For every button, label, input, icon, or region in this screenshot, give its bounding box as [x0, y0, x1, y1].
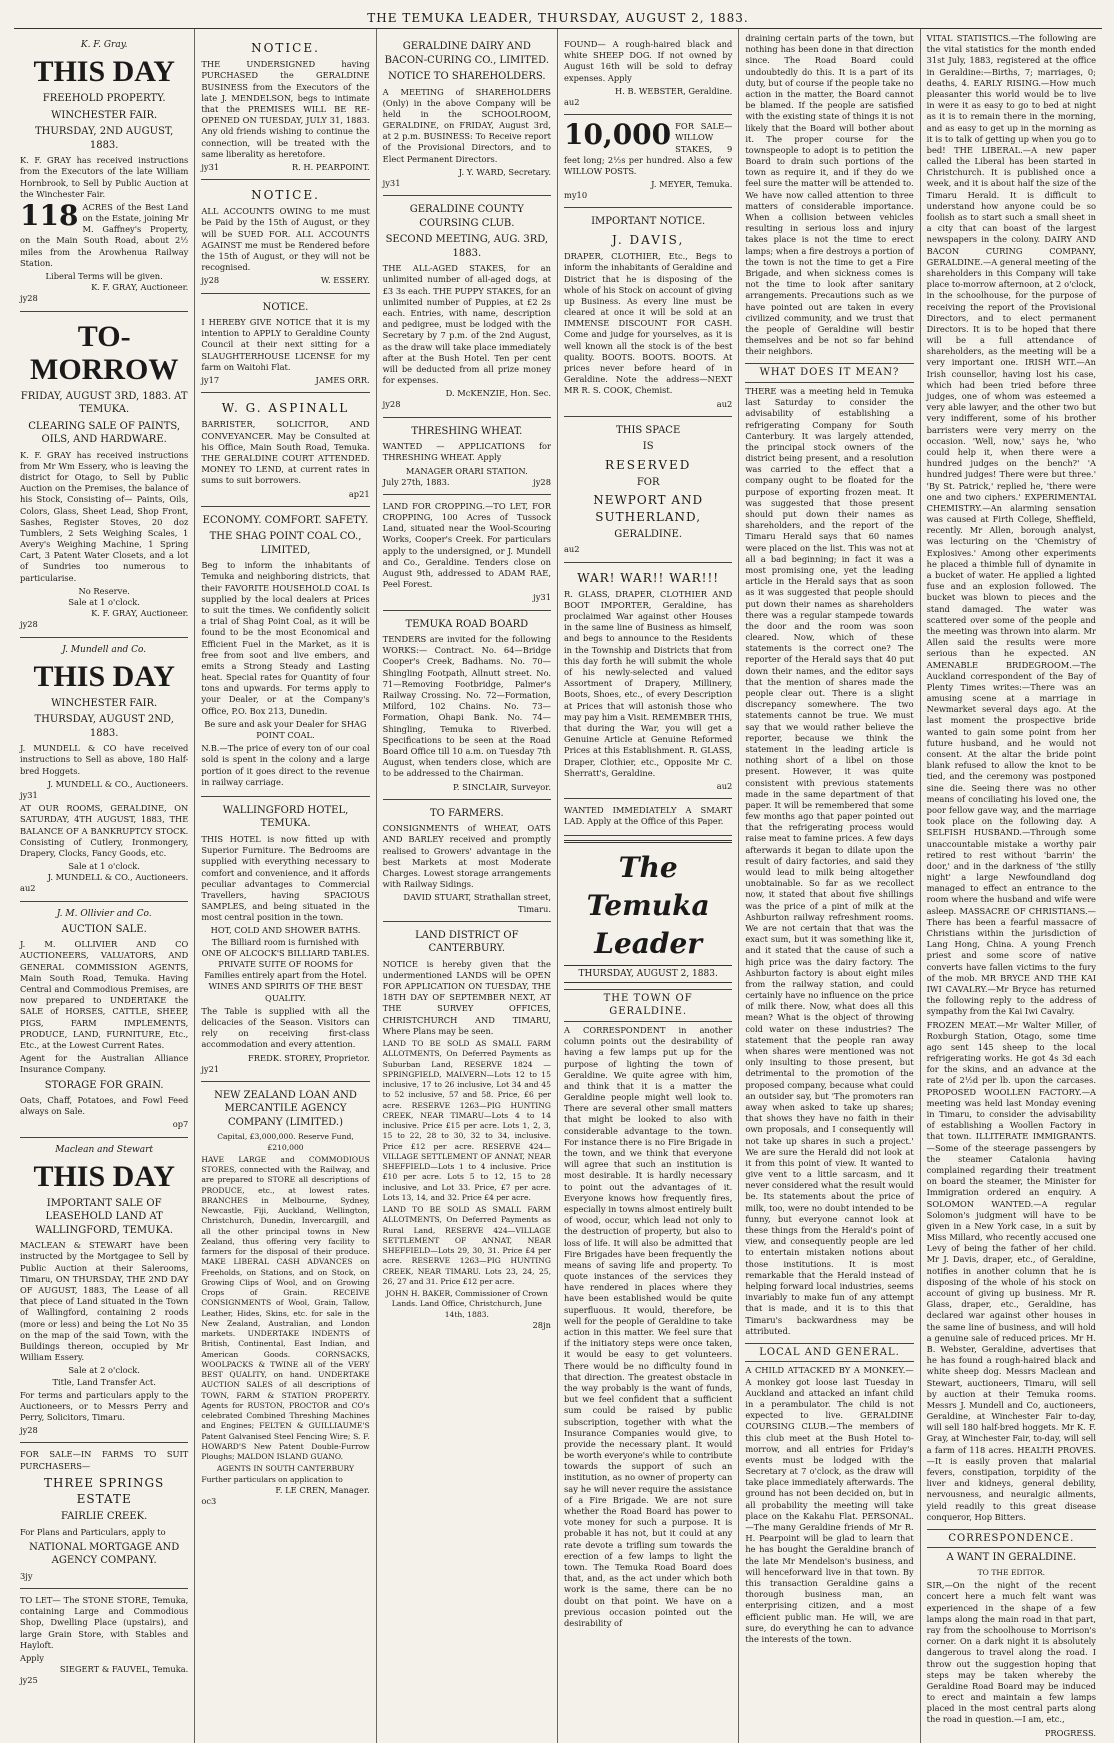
- ad-body: FOR SALE— WILLOW STAKES, 9 feet long; 2½s per hundred. Also a few WILLOW POSTS.: [563, 121, 733, 176]
- ad-body: ACRES of the Best Land on the Estate, joining Mr M. Gaffney's Property, on the Main South Road, about 2½ miles from the Arowhenua Railway Station.: [20, 201, 189, 268]
- reserved-line: IS: [642, 441, 654, 453]
- ad-subheading: WINCHESTER FAIR.: [51, 697, 158, 709]
- ad-ref: au2: [716, 398, 733, 409]
- auctioneer-name: Maclean and Stewart: [55, 1144, 154, 1155]
- column-3: [377, 29, 558, 1743]
- ad-ref: 3jy: [20, 1570, 33, 1581]
- letter-title: A WANT IN GERALDINE.: [946, 1552, 1077, 1564]
- ad-company: NATIONAL MORTGAGE AND AGENCY COMPANY.: [29, 1541, 180, 1567]
- ad-signature: H. B. WEBSTER, Geraldine.: [615, 85, 733, 96]
- ad-subheading: STORAGE FOR GRAIN.: [44, 1079, 164, 1091]
- ad-body: WANTED IMMEDIATELY A SMART LAD. Apply at the Office of this Paper.: [563, 805, 733, 827]
- acres-number: 118: [20, 198, 79, 232]
- reserved-line: RESERVED: [604, 457, 692, 472]
- ad-body: J. MUNDELL & CO have received instructions to Sell as above, 180 Half-bred Hoggets.: [20, 743, 189, 776]
- article-title: CORRESPONDENCE.: [927, 1529, 1096, 1549]
- ad-subheading: FREEHOLD PROPERTY.: [42, 93, 166, 105]
- ad-ref: jy28: [201, 275, 220, 286]
- ad-body: N.B.—The price of every ton of our coal sold is spent in the colony and a large portion of it goes direct to the revenue in railway carriage.: [201, 743, 370, 787]
- ad-ref: jy28: [20, 1425, 38, 1436]
- ad-signature: JAMES ORR.: [315, 375, 370, 385]
- ad-body: HAVE LARGE and COMMODIOUS STORES, connected with the Railway, and are prepared to STORE all descriptions of PRODUCE, etc., at lowest rates. BRANCHES in Melbourne, Sydney, Newcastle, Fiji, Auckland, Wellington, Christchurch, Dunedin, Invercargill, and all the other principal towns in New Zealand, thus offering very facility to farmers for the disposal of their produce. MAKE LIBERAL CASH ADVANCES on Freeholds, on Stations, and on Stock, on Growing Clips of Wool, and on Growing Crops of Grain. RECEIVE CONSIGNMENTS of Wool, Grain, Tallow, Leather, Hides, Skins, etc. for sale in the New Zealand, Australian, and London markets. UNDERTAKE INDENTS of British, Continental, East Indian, and American Goods. CORNSACKS, WOOLPACKS & TWINE all of the VERY BEST QUALITY, on hand. UNDERTAKE AUCTION SALES of all descriptions of TOWN, FARM & STATION PROPERTY. Agents for RUSTON, PROCTOR and CO's celebrated Combined Threshing Machines and Engines; FELTEN & GUILLIAUME'S Patent Galvanised Steel Fencing Wire; S. F. HOWARD'S New Patent Double-Furrow Ploughs; MALDON ISLAND GUANO.: [201, 1154, 370, 1462]
- ad-ref: jy25: [20, 1675, 38, 1686]
- ad-capital: Capital, £3,000,000. Reserve Fund, £210,000: [217, 1132, 354, 1152]
- ad-signature: J. MUNDELL & CO., Auctioneers.: [47, 778, 189, 789]
- ad-reserved-space: [564, 417, 732, 563]
- ad-signature: R. H. PEARPOINT.: [291, 161, 370, 172]
- ad-signature: K. F. GRAY, Auctioneer.: [91, 608, 189, 619]
- ad-date: FRIDAY, AUGUST 3RD, 1883. AT TEMUKA.: [20, 390, 188, 416]
- article-body: draining certain parts of the town, but nothing has been done in that direction since. The Road Board could undoubtedly do this. It is a part of its duty, but of course if the people take no action in the matter, the Board cannot be blamed. If the people are satisfied with the existing state of things it is not likely that the Board will bother about it. The proper course for the townspeople to adopt is to petition the Board to drain such portions of the town as require it, and if they do we feel sure the matter will be attended to. We have now called attention to three matters of considerable importance. When a collision between vehicles resulting in serious loss and injury takes place is not the time to erect lamps; when a fire destroys a portion of the town is not the time to get a Fire Brigade, and when sickness comes is not the time to look after sanitary arrangements. Precautions such as we have pointed out are taken in every civilized community, and we trust that the people of Geraldine will bestir themselves and be not so far behind their neighbors.: [745, 33, 914, 357]
- article-body: THERE was a meeting held in Temuka last Saturday to consider the advisability of establishing a refrigerating Company for South Canterbury. It was largely attended, the principal stock owners of the district being present, and a resolution was carried to the effect that a company ought to be floated for the purpose of exporting frozen meat. It was suggested that those present should put down their names as shareholders, and the report of the Timaru Herald says that 60 names were placed on the list. This was not at all a bad beginning; in fact it was a most promising one, yet the leading article in the Herald says that as soon as it was suggested that people should put down their names as shareholders there was a regular stampede towards the door and the room was soon cleared. Now, which of these statements is the correct one? The reporter of the Herald says that 40 put down their names, and the editor says that the mention of shares made the people clear out. There is a slight discrepancy somewhere. The two statements cannot be true. We must say that we would rather believe the reporter, because we think the statement in the leading article is nothing short of a libel on those present. However, it was quite consistent with previous statements made in the same department of that paper. It will be remembered that some few months ago that paper pointed out that the refrigerating process would raise meat to famine prices. A few days afterwards it began to dilate upon the result of dairy factories, and said they would lead to milk being altogether unobtainable. So far as we recollect now, it stated that about five shillings was the price of a pint of milk at the Ashburton railway refreshment rooms. We are not certain that that was the exact sum, but it was something like it, and it stated that the cause of such a high price was the dairy factory. The Ashburton factory is about eight miles from the railway station, and could certainly have no influence on the price of milk there. Now, what does all this mean? What is the object of throwing cold water on these industries? The statement that the people ran away when shares were mentioned was not only insulting to those present, but detrimental to the promotion of the proposed company, because what could an outsider say, but 'The promoters ran away when asked to take up shares; that shows they have no faith in their own proposals, and I consequently will not take up shares in such a project.' We are sure the Herald did not look at it from this point of view. It wanted to give vent to a little sarcasm, and it never considered what the result would be. Its statements about the price of milk, too, were no doubt intended to be funny, but everyone cannot look at these things from the Herald's point of view, and consequently people are led to entertain mistaken notions about those institutions. It is most remarkable that the Herald instead of helping forward local industries, seems invariably to make fun of any attempt that is made, and it is to this that Timaru's backwardness may be attributed.: [745, 385, 914, 1336]
- ad-signature: DAVID STUART, Strathallan street, Timaru.: [403, 892, 551, 914]
- column-1: [14, 29, 195, 1743]
- ad-body: THE ALL-AGED STAKES, for an unlimited number of all-aged dogs, at £3 3s each. THE PUPPY STAKES, for an unlimited number of Puppies, at £2 2s each. Entries, with name, description and pedigree, must be lodged with the Secretary by 7 p.m. of the 2nd August, as the draw will take place immediately after at the Bush Hotel. Ten per cent will be deducted from all prize money for expenses.: [382, 263, 551, 386]
- ad-title-deed: Title, Land Transfer Act.: [52, 1376, 156, 1387]
- columns: [14, 28, 1102, 1738]
- auctioneer-name: J. Mundell and Co.: [62, 644, 147, 655]
- ad-headline: NOTICE.: [251, 41, 320, 55]
- ad-body: For terms and particulars apply to the Auctioneers, or to Messrs Perry and Perry, Solicitors, Timaru.: [20, 1389, 189, 1423]
- ad-ref: jy31: [20, 789, 38, 800]
- ad-name: J. DAVIS,: [612, 232, 685, 247]
- ad-headline: W. G. ASPINALL: [221, 401, 350, 416]
- ad-headline: IMPORTANT NOTICE.: [591, 216, 706, 228]
- ad-body: LAND FOR CROPPING.—TO LET, FOR CROPPING, 100 Acres of Tussock Land, situated near the Wool-Scouring Works, Cooper's Creek. For particulars apply to the undersigned, or J. Mundell and Co., Geraldine. Tenders close on August 9th, addressed to ADAM RAE, Peel Forest.: [382, 500, 551, 590]
- ad-date: July 27th, 1883.: [382, 476, 450, 487]
- ad-dairy-company: [383, 33, 551, 196]
- ad-body: WINES AND SPIRITS OF THE BEST QUALITY.: [208, 981, 363, 1003]
- ad-body: THIS HOTEL is now fitted up with Superior Furniture. The Bedrooms are supplied with everything necessary to comfort and convenience, and it affords peculiar advantages to Commercial Travellers, having SPACIOUS SAMPLES, and being situated in the most central position in the town.: [201, 833, 370, 923]
- ad-headline: NOTICE.: [251, 188, 320, 203]
- ad-gray-tomorrow: [20, 312, 188, 638]
- ad-davis: [564, 208, 732, 416]
- ad-body: AT OUR ROOMS, GERALDINE, ON SATURDAY, 4TH AUGUST, 1883, THE BALANCE OF A BANKRUPTCY STOCK. Consisting of Cutlery, Ironmongery, Drapery, Clocks, Fancy Goods, etc.: [20, 803, 189, 858]
- ad-body: R. GLASS, DRAPER, CLOTHIER AND BOOT IMPORTER, Geraldine, has proclaimed War against other Houses in the same line of Business as himself, and begs to announce to the Residents in the Township and Districts that from this day forth he will submit the whole of his newly-selected and valued Assortment of Drapery, Millinery, Boots, Shoes, etc., of every Description at Prices that will astonish those who may pay him a Visit. REMEMBER THIS, that during the War, you will get a Genuine Article at Genuine Reformed Prices at this Establishment. R. GLASS, Draper, Clothier, etc., Opposite Mr C. Sherratt's, Geraldine.: [563, 588, 733, 778]
- ad-headline: TO FARMERS.: [430, 807, 504, 819]
- ad-three-springs: [20, 1443, 188, 1589]
- ad-subheading: SECOND MEETING, AUG. 3RD, 1883.: [385, 234, 549, 259]
- ad-subheading: IMPORTANT SALE OF LEASEHOLD LAND AT WALLINGFORD, TEMUKA.: [35, 1197, 174, 1236]
- ad-gray-freehold: [20, 33, 188, 312]
- newspaper-title: The Temuka Leader: [586, 851, 710, 961]
- ad-headline: GERALDINE DAIRY AND BACON-CURING CO., LIMITED.: [384, 41, 550, 66]
- ad-signature: P. SINCLAIR, Surveyor.: [452, 781, 551, 792]
- letter-addressee: TO THE EDITOR.: [977, 1567, 1046, 1577]
- ad-mundell-winchester: [20, 638, 188, 902]
- ad-headline: TO-MORROW: [30, 319, 179, 386]
- ad-to-let: [20, 1589, 188, 1693]
- ad-ref: au2: [20, 883, 36, 894]
- article-body: FROZEN MEAT.—Mr Walter Miller, of Roxburgh Station, Otago, some time ago sent 145 sheep to the local refrigerating works. He got 4s 3d each for the skins, and an advance at the rate of 2½d per lb. upon the carcases. PROPOSED WOOLLEN FACTORY.—A meeting was held last Monday evening in Timaru, to consider the advisability of establishing a Woollen Factory in that town. ILLITERATE IMMIGRANTS.—Some of the steerage passengers by the steamer Catalonia having complained regarding their treatment on board the steamer, the Minister for Immigration ordered an enquiry. A SOLOMON WANTED.—A regular Solomon's judgment will have to be given in a New York case, in a suit by Miss Millard, who recently accused one Levy of being the father of her child. Mr J. Davis, draper, etc., of Geraldine, notifies in another column that he is disposing of the whole of his stock on account of giving up business. Mr R. Glass, draper, etc., Geraldine, has declared war against other houses in the same line of business, and will hold a genuine sale of reduced prices. Mr H. B. Webster, Geraldine, advertises that he has found a rough-haired black and white sheep dog. Messrs Maclean and Stewart, auctioneers, Timaru, will sell by auction at their Temuka rooms. Messrs J. Mundell and Co, auctioneers, Geraldine, at Winchester Fair to-day, will sell 180 half-bred hoggets. Mr K. F. Gray, at Winchester Fair, to-day, will sell a farm of 118 acres. HEALTH PROVES.—It is easily proven that malarial fevers, constipation, torpidity of the liver and kidneys, general debility, nervousness, and neuralgic ailments, yield readily to this great disease conqueror, Hop Bitters.: [926, 1019, 1096, 1522]
- article-title: WHAT DOES IT MEAN?: [745, 363, 913, 383]
- ad-body: Beg to inform the inhabitants of Temuka and neighboring districts, that their FAVORITE HOUSEHOLD COAL Is supplied by the local dealers at Prices to suit the times. We confidently solicit a trial of Shag Point Coal, as it will be found to be the most Economical and Efficient Fuel in the Market, as it is free from soot and live embers, and emits a Strong Steady and Lasting heat. Special rates for Quantity of four tons and upwards. For terms apply to your Dealer, or at the Company's Office, P.O. Box 213, Dunedin.: [201, 560, 370, 716]
- ad-body: BARRISTER, SOLICITOR, AND CONVEYANCER. May be Consulted at his Office, Main South Road, Temuka. THE GERALDINE COURT ATTENDED. MONEY TO LEND, at current rates in sums to suit borrowers.: [201, 419, 370, 486]
- ad-signature: K. F. GRAY, Auctioneer.: [91, 282, 189, 293]
- ad-date: THURSDAY, AUGUST 2ND, 1883.: [34, 714, 174, 739]
- ad-wallingford-hotel: [201, 797, 369, 1082]
- ad-wanted-lad: [564, 799, 732, 836]
- ad-subheading: AUCTION SALE.: [61, 923, 147, 935]
- ad-notice-orr: [201, 294, 369, 394]
- ad-body: LAND TO BE SOLD AS SMALL FARM ALLOTMENTS, On Deferred Payments as Suburban Land, RESERVE 1824 — SPRINGFIELD, MALVERN—Lots 12 to 15 inclusive, 17 to 26 inclusive, Lot 34 and 45 to 52 inclusive, 57 and 58. Price, £6 per acre. RESERVE 1263—PIG HUNTING CREEK, NEAR TIMARU—Lots 4 to 14 inclusive. Price £15 per acre. Lots 1, 2, 3, 15 to 22, 28 to 30, 32 to 34, inclusive. Price £12 per acre. RESERVE 424—VILLAGE SETTLEMENT OF ANNAT, NEAR SHEFFIELD—Lots 1 to 4 inclusive. Price £10 per acre. Lots 5 to 12, 15 to 28 inclusive, and Lot 33. Price, £7 per acre. Lots 13, 14, and 32. Price £4 per acre.: [382, 1039, 551, 1202]
- ad-sale-time: Sale at 2 o'clock.: [68, 1365, 140, 1376]
- article-body: A CHILD ATTACKED BY A MONKEY.—A monkey got loose last Tuesday in Auckland and attacked an infant child in a perambulator. The child is not expected to live. GERALDINE COURSING CLUB.—The members of this club meet at the Bush Hotel to-morrow, and all entries for Friday's events must be lodged with the Secretary at 7 o'clock, as the draw will take place immediately afterwards. The ground has not been decided on, but in all probability the meeting will take place on the Kakahu Flat. PERSONAL.—The many Geraldine friends of Mr R. H. Pearpoint will be glad to learn that he has bought the Geraldine branch of the late Mr Mendelson's business, and will henceforward live in that town. By this transaction Geraldine gains a thorough business man, an enterprising citizen, and a most efficient public man. He will, we are sure, do everything he can to advance the interests of the town.: [745, 1365, 914, 1644]
- ad-headline: NOTICE.: [262, 301, 309, 313]
- article-body: A CORRESPONDENT in another column points out the desirability of having a few lamps put up for the purpose of lighting the town of Geraldine. We quite agree with him, and think that it is a matter the Geraldine people might well look to. There are several other small matters that might be looked to also with considerable advantage to the town. For instance there is no Fire Brigade in the town, and we think that everyone will agree that such an institution is most desirable. It is hardly necessary to point out the advantages of it. Everyone knows how frequently fires, especially in towns almost entirely built of wood, occur, which lead not only to the destruction of property, but also to loss of life. It will also be admitted that Fire Brigades have been frequently the means of saving life and property. To quote instances of the services they have rendered in places where they have been established would be quite superfluous. It would, therefore, be well for the people of Geraldine to take action in this matter. We feel sure that if the initiatory steps were once taken, it would be easy to get volunteers. There would be no difficulty found in that direction. The greatest obstacle in the way probably is the want of funds, but we feel confident that a sufficient sum could be raised by public subscription, together with what the Insurance Companies would give, to provide the necessary plant. It would be worth everyone's while to contribute towards the support of such an institution, as no owner of property can say he will never require the assistance of a Fire Brigade. We are not sure whether the Road Board has power to vote money for such a purpose. It is probable it has not, but it could at any rate devote a trifling sum towards the erection of a few lamps to light the town. The Temuka Road Board does that, and, as the act under which both work is the same, there can be no doubt on that point. We have on a previous occasion pointed out the desirability of: [563, 1024, 733, 1628]
- ad-body: FOUND— A rough-haired black and white SHEEP DOG. If not owned by August 16th will be sold to defray expenses. Apply: [563, 39, 733, 83]
- reserved-line: NEWPORT AND SUTHERLAND,: [593, 493, 704, 524]
- ad-estate-name: THREE SPRINGS ESTATE: [44, 1475, 165, 1506]
- ad-ollivier: [20, 902, 188, 1138]
- ad-ref: jy17: [201, 375, 220, 385]
- reserved-line: GERALDINE.: [614, 528, 683, 540]
- ad-body: TENDERS are invited for the following WORKS:— Contract. No. 64—Bridge Cooper's Creek, Badhams. No. 70—Shingling Footpath, Allnutt street. No. 71—Removing Footbridge, Palmer's Railway Crossing. No. 72—Formation, Milford, 102 Chains. No. 73—Formation, Ohapi Bank. No. 74—Shingling, Temuka to Riverbed. Specifications to be seen at the Road Board Office till 10 a.m. on Tuesday 7th August, when tenders close, which are to be addressed to the Chairman.: [382, 634, 551, 779]
- letter-signature: PROGRESS.: [1044, 1727, 1096, 1738]
- ad-to-farmers: [383, 800, 551, 922]
- ad-body: The Table is supplied with all the delicacies of the Season. Visitors can rely on receiving first-class accommodation and every attention.: [201, 1005, 370, 1050]
- running-header: THE TEMUKA LEADER, THURSDAY, AUGUST 2, 1883.: [367, 11, 749, 25]
- ad-headline: WAR! WAR!! WAR!!!: [577, 570, 720, 585]
- ad-ref: op7: [172, 1119, 189, 1130]
- ad-body: For Plans and Particulars, apply to: [20, 1526, 166, 1537]
- ad-body: FOR SALE—IN FARMS TO SUIT PURCHASERS—: [20, 1449, 189, 1471]
- article-body: VITAL STATISTICS.—The following are the vital statistics for the month ended 31st July, 1883, registered at the office in Geraldine:—Births, 7; marriages, 0; deaths, 4. EARLY RISING.—How much pleasanter this world would be to live in were it as easy to go to bed at night as it is to remain there in the morning, and as easy to get up in the morning as it is to talk of getting up when you go to bed! THE LIBERAL.—A new paper called the Liberal has been started in Christchurch. It is published once a week, and it is about half the size of the Timaru Herald. It is difficult to understand how anyone could be so foolish as to start such a small sheet in a city that can boast of the largest newspapers in the colony. DAIRY AND BACON CURING COMPANY, GERALDINE.—A general meeting of the shareholders in this Company will take place to-morrow afternoon, at 2 o'clock, in the schoolhouse, for the purpose of receiving the report of the Provisional Directors, and to elect permanent Directors. It is to be hoped that there will be a full attendance of shareholders, as the meeting will be a very important one. IRISH WIT.—An Irish counsellor, having lost his case, which had been tried before three judges, one of whom was esteemed a very able lawyer, and the other two but very indifferent, some of his brother barristers were very merry on the occasion. 'Well, now,' says he, 'who could help it, when there were a hundred judges on the bench?' 'A hundred judges! There were but three.' 'By St. Patrick,' replied he, 'there were one and two ciphers.' EXPERIMENTAL CHEMISTRY.—An alarming sensation was caused at Firth College, Sheffield, recently. Mr Allen, borough analyst, was lecturing on the 'Chemistry of Explosives.' Among other experiments he placed a thimble full of dynamite in a bucket of water. He applied a lighted fuse and an explosion followed. The bucket was blown to pieces and the stand damaged. The water was scattered over some of the people and the meeting was thrown into alarm. Mr Allen said the results were more serious than he expected. AN AMENABLE BRIDEGROOM.—The Auckland correspondent of the Bay of Plenty Times writes:—There was an amusing scene at a marriage in Newmarket several days ago. At the last moment the prospective bride wanted to gain some point from her future husband, and he would not consent. At the altar the bride point blank refused to allow the knot to be tied, and the ceremony was postponed sine die. Seeing there was no other means of conciliating his loved one, the poor fellow gave way, and the marriage took place on the following day. A SELFISH HUSBAND.—Through some unaccountable mistake a worthy pair retired to rest without 'barrin' the door,' and in the darkness of 'the stilly night' a large Newfoundland dog managed to effect an entrance to the room where the husband and wife were asleep. MASSACRE OF CHRISTIANS.—There has been a fearful massacre of Christians within the jurisdiction of Lang Hong, China. A young French priest and some score of native converts have fallen victims to the fury of the mob. MR BRYCE AND THE KAI IWI CAVALRY.—Mr Bryce has returned the following reply to the address of sympathy from the Kai Iwi Cavalry.: [926, 33, 1096, 1017]
- ad-signature: J. Y. WARD, Secretary.: [458, 166, 551, 177]
- auctioneer-name: J. M. Ollivier and Co.: [56, 908, 152, 919]
- ad-headline: THIS DAY: [33, 1159, 175, 1193]
- ad-sale-time: Sale at 1 o'clock.: [68, 597, 140, 608]
- ad-terms: Liberal Terms will be given.: [45, 271, 163, 282]
- ad-aspinall: [201, 393, 369, 507]
- ad-signature: FREDK. STOREY, Proprietor.: [248, 1052, 370, 1063]
- auctioneer-name: K. F. Gray.: [80, 40, 128, 50]
- ad-apply: Apply: [20, 1653, 44, 1663]
- ad-signature: F. LE CREN, Manager.: [275, 1484, 370, 1495]
- ad-land-district: [383, 922, 551, 1337]
- ad-ref: au2: [563, 96, 580, 107]
- ad-body: LAND TO BE SOLD AS SMALL FARM ALLOTMENTS, On Deferred Payments as Rural Land, RESERVE 424—VILLAGE SETTLEMENT OF ANNAT, NEAR SHEFFIELD—Lots 29, 30, 31. Price £4 per acre. RESERVE 1263—PIG HUNTING CREEK, NEAR TIMARU. Lots 23, 24, 25, 26, 27 and 31. Price £12 per acre.: [382, 1205, 551, 1286]
- ad-body: AGENTS IN SOUTH CANTERBURY: [216, 1464, 355, 1474]
- article-title: THE TOWN OF GERALDINE.: [564, 989, 732, 1022]
- newspaper-dateline: THURSDAY, AUGUST 2, 1883.: [564, 965, 732, 983]
- column-4: [558, 29, 739, 1743]
- ad-maclean-stewart: [20, 1138, 188, 1444]
- ad-signature: W. ESSERY.: [320, 275, 370, 286]
- letter-body: SIR,—On the night of the recent concert here a much felt want was experienced in the shape of a few lamps along the main road in that part, ray from the schoolhouse to Morrison's corner. On a dark night it is absolutely dangerous to travel along the road. I throw out the suggestion hoping that steps may be taken whereby the Geraldine Road Board may be induced to erect and maintain a few lamps placed in the most central parts along the road in question.—I am, etc.,: [926, 1580, 1096, 1725]
- ad-threshing: [383, 418, 551, 495]
- ad-nz-loan: [201, 1082, 369, 1513]
- ad-body: The Billiard room is furnished with ONE OF ALCOCK'S BILLIARD TABLES.: [201, 936, 370, 958]
- ad-ref: oc3: [201, 1496, 217, 1507]
- ad-ref: jy31: [533, 592, 551, 603]
- ad-subheading: FAIRLIE CREEK.: [61, 1511, 148, 1523]
- ad-subheading: CLEARING SALE OF PAINTS, OILS, AND HARDWARE.: [28, 420, 181, 446]
- ad-body: MACLEAN & STEWART have been instructed by the Mortgagee to Sell by Public Auction at their Salerooms, Timaru, ON THURSDAY, THE 2ND DAY OF AUGUST, 1883, The Lease of all that piece of Land situated in the Town of Wallingford, containing 2 roods (more or less) and being the Lot No 35 on the map of the said Town, with the Buildings thereon, occupied by Mr William Essery.: [20, 1240, 189, 1363]
- ad-signature: SIEGERT & FAUVEL, Temuka.: [59, 1664, 189, 1675]
- column-5: [739, 29, 920, 1743]
- ad-ref: jy31: [382, 178, 401, 188]
- ad-headline: THIS DAY: [33, 659, 175, 693]
- ad-signature: D. McKENZIE, Hon. Sec.: [445, 388, 551, 399]
- ad-body: DRAPER, CLOTHIER, Etc., Begs to inform the inhabitants of Geraldine and District that he is disposing of the whole of his Stock on account of giving up Business. As every line must be cleared at once it will be sold at an IMMENSE DISCOUNT FOR CASH. Come and judge for yourselves, as it is well known all the stock is of the best quality. BOOTS. BOOTS. BOOTS. At prices never before heard of in Geraldine. Note the address—NEXT MR R. S. COOK, Chemist.: [563, 251, 733, 396]
- ad-body: Agent for the Australian Alliance Insurance Company.: [20, 1053, 189, 1075]
- ad-body: A MEETING of SHAREHOLDERS (Only) in the above Company will be held in the SCHOOLROOM, GERALDINE, on FRIDAY, August 3rd, at 2 p.m. BUSINESS: To Receive report of the Provisional Directors, and to Elect Permanent Directors.: [382, 86, 551, 164]
- ad-notice-essery: [201, 180, 369, 294]
- ad-body: TO LET— The STONE STORE, Temuka, containing Large and Commodious Shop, Dwelling Place (upstairs), and large Grain Store, with Stables and Hayloft.: [20, 1595, 189, 1650]
- stakes-number: 10,000: [563, 118, 672, 152]
- ad-ref: jy28: [382, 399, 401, 410]
- reserved-line: THIS SPACE: [616, 424, 681, 436]
- ad-ref: jy21: [201, 1063, 220, 1074]
- ad-headline: WALLINGFORD HOTEL, TEMUKA.: [222, 804, 349, 830]
- ad-body: CONSIGNMENTS of WHEAT, OATS AND BARLEY received and promptly realised to Growers' advantage in the best Markets at most Moderate Charges. Lowest storage arrangements with Railway Sidings.: [382, 823, 551, 890]
- ad-body: PRIVATE SUITE OF ROOMS for Families entirely apart from the Hotel.: [204, 959, 367, 981]
- ad-land-cropping: [383, 495, 551, 611]
- ad-banner: ECONOMY. COMFORT. SAFETY.: [202, 514, 369, 526]
- ad-body: WANTED — APPLICATIONS for THRESHING WHEAT. Apply: [382, 441, 551, 463]
- ad-reserve: No Reserve.: [78, 585, 130, 596]
- ad-body: Be sure and ask your Dealer for SHAG POINT COAL.: [204, 718, 367, 740]
- article-title: LOCAL AND GENERAL.: [745, 1343, 913, 1363]
- ad-body: Further particulars on application to: [201, 1474, 343, 1484]
- ad-body: ALL ACCOUNTS OWING to me must be Paid by the 15th of August, or they will be SUED FOR. ALL ACCOUNTS AGAINST me must be Rendered before the 15th of August, or they will not be recognised.: [201, 206, 370, 273]
- divider: [564, 840, 732, 843]
- ad-signature: MANAGER ORARI STATION.: [405, 465, 528, 476]
- ad-willow-stakes: [564, 115, 732, 208]
- ad-headline: LAND DISTRICT OF CANTERBURY.: [415, 929, 519, 955]
- ad-signature: J. MEYER, Temuka.: [651, 179, 733, 190]
- ad-ref: au2: [716, 780, 733, 791]
- ad-coursing-club: [383, 196, 551, 417]
- ad-body: J. M. OLLIVIER AND CO AUCTIONEERS, VALUATORS, AND GENERAL COMMISSION AGENTS, Main South Road, Temuka. Having Central and Commodious Premises, are now prepared to UNDERTAKE the SALE of HORSES, CATTLE, SHEEP, PIGS, FARM IMPLEMENTS, PRODUCE, LAND, FURNITURE, Etc., Etc., at the Lowest Current Rates.: [20, 939, 189, 1050]
- ad-signature: JOHN H. BAKER, Commissioner of Crown Lands. Land Office, Christchurch, June 14th, 1883.: [385, 1289, 548, 1319]
- ad-body: THE UNDERSIGNED having PURCHASED the GERALDINE BUSINESS from the Executors of the late J. MENDELSON, begs to intimate that the PREMISES WILL BE RE-OPENED ON TUESDAY, JULY 31, 1883. Any old friends wishing to continue the connection, will be treated with the same liberality as heretofore.: [201, 59, 370, 159]
- ad-headline: THE SHAG POINT COAL CO., LIMITED,: [209, 531, 362, 556]
- ad-headline: NEW ZEALAND LOAN AND MERCANTILE AGENCY COMPANY (LIMITED.): [214, 1089, 357, 1128]
- ad-ref: my10: [563, 190, 588, 201]
- ad-headline: THRESHING WHEAT.: [411, 425, 523, 437]
- ad-ref: jy28: [20, 619, 38, 630]
- ad-ref: jy28: [20, 293, 38, 304]
- ad-ref: jy28: [533, 476, 551, 487]
- ad-subheading: WINCHESTER FAIR.: [51, 109, 158, 121]
- ad-ref: au2: [563, 544, 580, 555]
- ad-date: THURSDAY, 2ND AUGUST, 1883.: [35, 126, 174, 151]
- ad-sale-time: Sale at 1 o'clock.: [68, 861, 140, 872]
- ad-ref: ap21: [348, 488, 370, 499]
- ad-headline: THIS DAY: [33, 55, 175, 89]
- column-6: [921, 29, 1102, 1743]
- ad-body: K. F. GRAY has received instructions from Mr Wm Essery, who is leaving the district for Otago, to Sell by Public Auction on the Premises, the balance of his Stock, Consisting of— Paints, Oils, Colors, Glass, Sheet Lead, Shop Front, Sashes, Register Stoves, 20 doz Tumblers, 2 Sets Weighing Scales, 1 Avery's Weighing Machine, 1 Spring Cart, 3 Patent Water Closets, and a lot of Sundries too numerous to particularise.: [20, 449, 189, 583]
- ad-ref: 28jn: [532, 1319, 551, 1330]
- ad-shag-point-coal: [201, 507, 369, 797]
- reserved-line: FOR: [636, 476, 660, 488]
- ad-glass-war: [564, 563, 732, 800]
- ad-body: K. F. GRAY has received instructions from the Executors of the late William Hornbrook, to Sell by Public Auction at the Winchester Fair.: [20, 155, 189, 199]
- column-2: [195, 29, 376, 1743]
- ad-body: NOTICE is hereby given that the undermentioned LANDS will be OPEN FOR APPLICATION ON TUESDAY, THE 18TH DAY OF SEPTEMBER NEXT, AT THE SURVEY OFFICES, CHRISTCHURCH AND TIMARU, Where Plans may be seen.: [382, 958, 551, 1036]
- ad-found-dog: [564, 33, 732, 115]
- ad-body: HOT, COLD AND SHOWER BATHS.: [210, 925, 361, 936]
- ad-signature: J. MUNDELL & CO., Auctioneers.: [47, 872, 189, 883]
- ad-body: Oats, Chaff, Potatoes, and Fowl Feed always on Sale.: [20, 1095, 189, 1117]
- ad-subheading: NOTICE TO SHAREHOLDERS.: [388, 71, 546, 82]
- ad-notice-pearpoint: [201, 33, 369, 180]
- ad-headline: GERALDINE COUNTY COURSING CLUB.: [409, 204, 524, 229]
- ad-road-board: [383, 611, 551, 800]
- ad-body: I HEREBY GIVE NOTICE that it is my intention to APPLY to Geraldine County Council at their next sitting for a SLAUGHTERHOUSE LICENSE for my farm on Waitohi Flat.: [201, 317, 370, 372]
- ad-headline: TEMUKA ROAD BOARD: [405, 618, 529, 630]
- ad-ref: jy31: [201, 161, 220, 172]
